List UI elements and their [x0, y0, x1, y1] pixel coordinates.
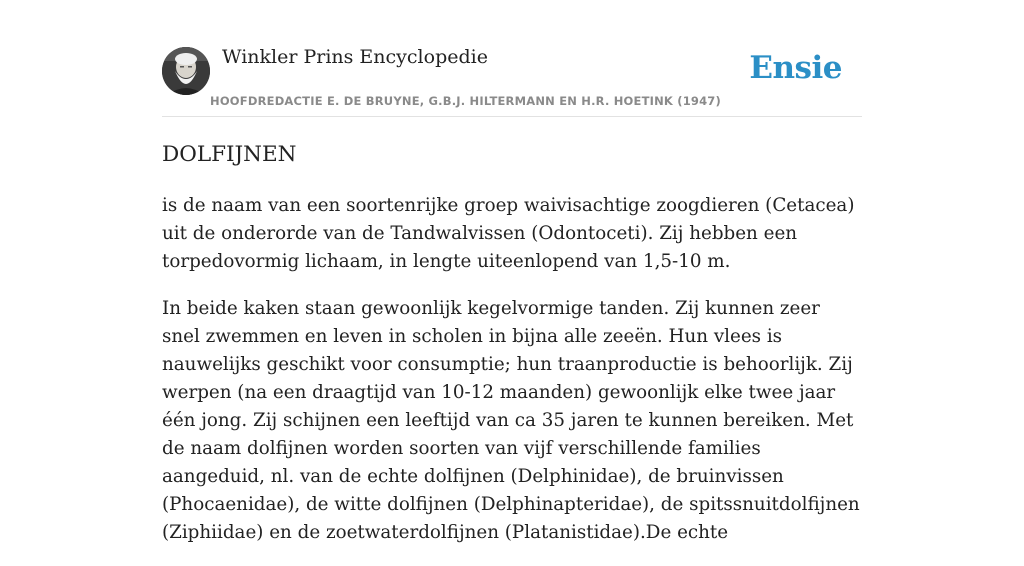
source-title[interactable]: Winkler Prins Encyclopedie: [222, 46, 488, 68]
article-paragraph: is de naam van een soortenrijke groep waivisachtige zoogdieren (Cetacea) uit de onderorde van de Tandwalvissen (Odontoceti). Zij hebben een torpedovormig lichaam, in lengte uiteenlopend van 1,5-10 m.: [162, 195, 855, 272]
ensie-logo[interactable]: Ensie: [749, 50, 842, 86]
article-headword: DOLFIJNEN: [162, 142, 297, 167]
article-page: [162, 0, 862, 543]
source-header: [162, 0, 862, 117]
editors-credit: HOOFDREDACTIE E. DE BRUYNE, G.B.J. HILTERMANN EN H.R. HOETINK (1947): [210, 94, 721, 108]
portrait-image: [162, 47, 210, 95]
author-portrait[interactable]: [162, 47, 210, 95]
article-paragraph: In beide kaken staan gewoonlijk kegelvormige tanden. Zij kunnen zeer snel zwemmen en leven in scholen in bijna alle zeeën. Hun vlees is nauwelijks geschikt voor consumptie; hun traanproductie is behoorlijk. Zij werpen (na een draagtijd van 10-12 maanden) gewoonlijk elke twee jaar één jong. Zij schijnen een leeftijd van ca 35 jaren te kunnen bereiken. Met de naam dolfijnen worden soorten van vijf verschillende families aangeduid, nl. van de echte dolfijnen (Delphinidae), de bruinvissen (Phocaenidae), de witte dolfijnen (Delphinapteridae), de spitssnuitdolfijnen (Ziphiidae) en de zoetwaterdolfijnen (Platanistidae).De echte: [162, 298, 860, 543]
article-body: [162, 192, 862, 566]
